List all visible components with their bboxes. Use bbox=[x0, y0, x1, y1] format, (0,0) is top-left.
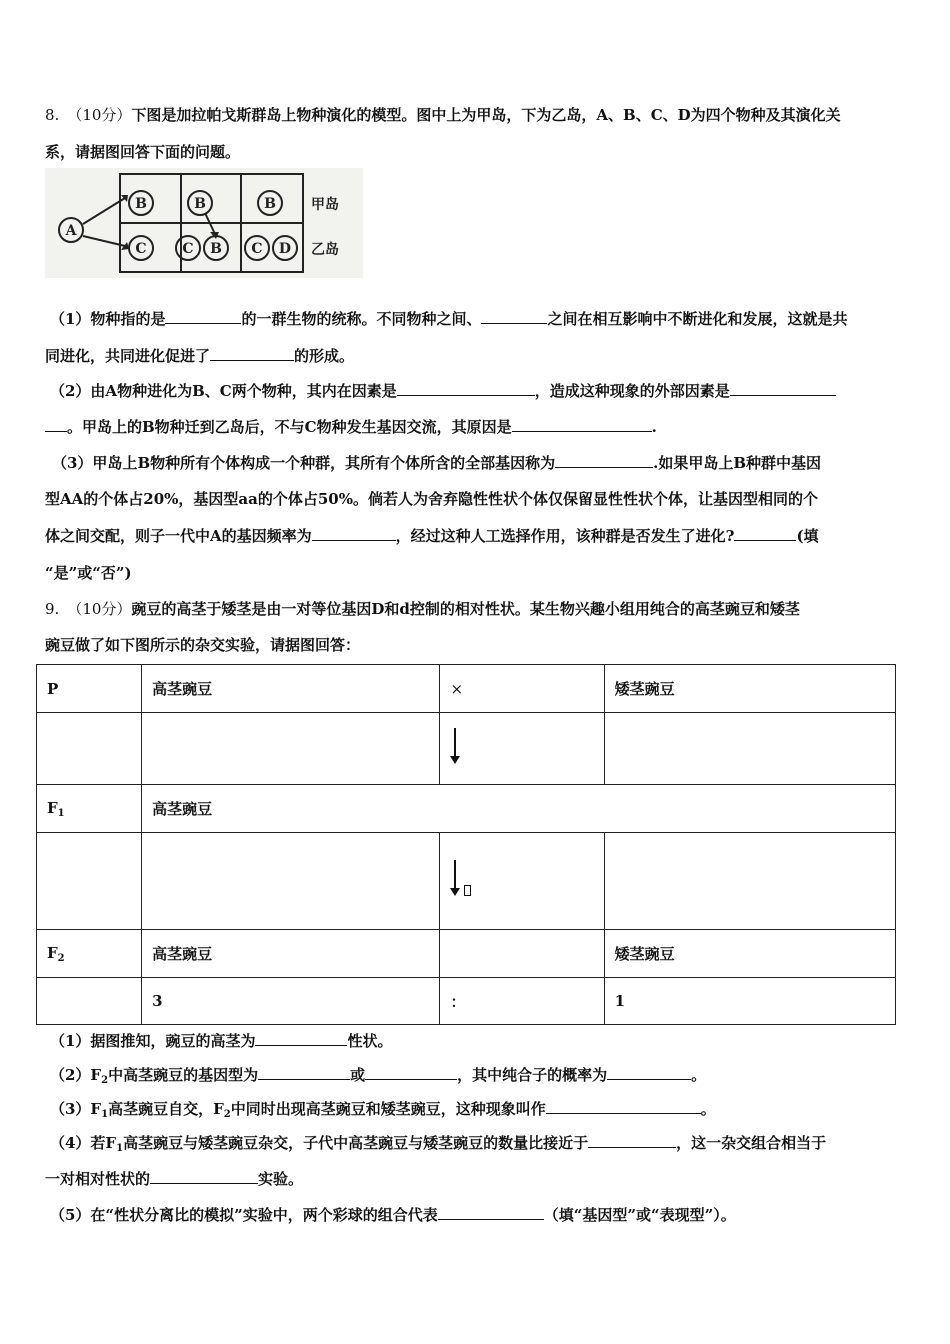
arrow2-empty-3 bbox=[604, 833, 895, 930]
diagram-label-top-3: B bbox=[264, 196, 276, 212]
ratio-empty bbox=[37, 978, 142, 1025]
q8-part1-line2 bbox=[45, 345, 354, 366]
q9-sub5 bbox=[50, 1204, 736, 1225]
cross-symbol-cell: × bbox=[440, 665, 604, 713]
f2-left-cell: 高茎豌豆 bbox=[142, 930, 440, 978]
q9-number: 9. bbox=[45, 600, 60, 618]
table-row-p bbox=[37, 665, 896, 713]
f1-value-cell: 高茎豌豆 bbox=[142, 785, 896, 833]
q9-s2-blank-2[interactable] bbox=[365, 1065, 457, 1080]
diagram-label-bottom-3a: C bbox=[251, 241, 263, 257]
q8-p3-blank-3[interactable] bbox=[734, 526, 796, 541]
q9-s5-text-b: （填“基因型”或“表现型”）。 bbox=[543, 1206, 736, 1224]
q8-p2-text-a: （2）由A物种进化为B、C两个物种，其内在因素是 bbox=[50, 382, 397, 400]
q9-s4-text-a: （4）若F bbox=[50, 1134, 117, 1152]
q8-p3-blank-2[interactable] bbox=[312, 526, 396, 541]
diagram-label-bottom-2b: B bbox=[210, 241, 222, 257]
q9-s2-text-b: 中高茎豌豆的基因型为 bbox=[108, 1066, 259, 1084]
table-row-f1 bbox=[37, 785, 896, 833]
diagram-label-top-1: B bbox=[135, 196, 147, 212]
f1-label: F bbox=[47, 798, 58, 817]
q9-s4-sub: 1 bbox=[116, 1143, 124, 1154]
q9-s2-text-a: （2）F bbox=[50, 1066, 102, 1084]
q8-p2-blank-2[interactable] bbox=[730, 381, 836, 396]
p-left-cell: 高茎豌豆 bbox=[142, 665, 440, 713]
q9-sub1 bbox=[50, 1030, 392, 1051]
q9-sub3 bbox=[50, 1098, 716, 1120]
q9-s4-text-d: 一对相对性状的 bbox=[45, 1170, 151, 1188]
q8-p1-text-e: 的形成。 bbox=[294, 347, 355, 365]
diagram-branch-bottom bbox=[83, 236, 125, 246]
diagram-branch-top bbox=[83, 198, 125, 224]
q8-p2-blank-1[interactable] bbox=[397, 381, 535, 396]
f2-middle-empty bbox=[440, 930, 604, 978]
diagram-label-bottom-3b: D bbox=[278, 241, 292, 257]
ratio-left-cell: 3 bbox=[142, 978, 440, 1025]
table-row-ratio bbox=[37, 978, 896, 1025]
q8-number: 8. bbox=[45, 106, 60, 124]
arrow2-empty-2 bbox=[142, 833, 440, 930]
q8-score: （10分） bbox=[67, 106, 132, 124]
speciation-diagram bbox=[45, 168, 363, 278]
q9-s3-sub1: 1 bbox=[101, 1109, 109, 1120]
f1-label-cell bbox=[37, 785, 142, 833]
table-row-arrow2 bbox=[37, 833, 896, 930]
diagram-label-bottom-1: C bbox=[135, 241, 147, 257]
arrow1-empty-1 bbox=[37, 713, 142, 785]
q8-p3-text-a: （3）甲岛上B物种所有个体构成一个种群，其所有个体所含的全部基因称为 bbox=[52, 454, 556, 472]
q8-p2-text-d: . bbox=[651, 418, 657, 436]
q9-s2-text-c: 或 bbox=[350, 1066, 366, 1084]
q9-s2-blank-1[interactable] bbox=[258, 1065, 350, 1080]
q9-s2-sub: 2 bbox=[101, 1075, 109, 1086]
p-right-cell: 矮茎豌豆 bbox=[604, 665, 895, 713]
q8-p3-text-d: 体之间交配，则子一代中A的基因频率为 bbox=[45, 527, 312, 545]
q9-stem-line1 bbox=[45, 598, 800, 619]
table-row-arrow1 bbox=[37, 713, 896, 785]
q9-s3-text-d: 。 bbox=[700, 1100, 716, 1118]
q8-p1-blank-2[interactable] bbox=[481, 309, 547, 324]
q8-part1-line1 bbox=[50, 308, 847, 329]
ratio-right-cell: 1 bbox=[604, 978, 895, 1025]
q9-s1-text-a: （1）据图推知，豌豆的高茎为 bbox=[50, 1032, 256, 1050]
q9-s3-text-a: （3）F bbox=[50, 1100, 102, 1118]
q9-s4-blank-2[interactable] bbox=[150, 1169, 258, 1184]
q9-sub4-line1 bbox=[50, 1132, 826, 1154]
q8-p3-text-f: (填 bbox=[796, 527, 819, 545]
f2-label: F bbox=[47, 943, 58, 962]
q8-part3-line4: “是”或“否”) bbox=[45, 564, 132, 582]
q8-p1-text-a: （1）物种指的是 bbox=[50, 310, 166, 328]
p-label-cell: P bbox=[37, 665, 142, 713]
speciation-diagram-svg bbox=[45, 168, 363, 278]
q9-stem-text1: 豌豆的高茎于矮茎是由一对等位基因D和d控制的相对性状。某生物兴趣小组用纯合的高茎豌豆和矮茎 bbox=[131, 600, 800, 618]
q8-stem-text1: 下图是加拉帕戈斯群岛上物种演化的模型。图中上为甲岛，下为乙岛，A、B、C、D为四个物种及其演化关 bbox=[131, 106, 841, 124]
q8-stem-line2: 系，请据图回答下面的问题。 bbox=[45, 143, 241, 161]
arrow1-empty-3 bbox=[604, 713, 895, 785]
q9-score: （10分） bbox=[67, 600, 132, 618]
ratio-sep-cell: ： bbox=[440, 978, 604, 1025]
q9-s4-blank-1[interactable] bbox=[588, 1133, 676, 1148]
cross-experiment-table bbox=[36, 664, 896, 1025]
q9-sub2 bbox=[50, 1064, 706, 1086]
q8-p2-text-c: 。甲岛上的B物种迁到乙岛后，不与C物种发生基因交流，其原因是 bbox=[67, 418, 512, 436]
q8-p1-blank-1[interactable] bbox=[165, 309, 241, 324]
q8-p3-text-e: ，经过这种人工选择作用，该种群是否发生了进化? bbox=[395, 527, 735, 545]
f2-right-cell: 矮茎豌豆 bbox=[604, 930, 895, 978]
q9-s2-text-d: ，其中纯合子的概率为 bbox=[457, 1066, 608, 1084]
q8-part3-line2: 型AA的个体占20%，基因型aa的个体占50%。倘若人为舍弃隐性性状个体仅保留显性性状个体，让基因型相同的个 bbox=[45, 490, 818, 508]
q8-p2-blank-2-cont[interactable] bbox=[45, 417, 67, 432]
arrow1-empty-2 bbox=[142, 713, 440, 785]
q8-part2-line1 bbox=[50, 380, 836, 401]
q9-s4-text-e: 实验。 bbox=[258, 1170, 304, 1188]
f1-sub: 1 bbox=[57, 807, 65, 819]
diagram-label-a: A bbox=[65, 223, 77, 239]
missing-glyph-icon bbox=[464, 885, 471, 896]
arrow2-cell bbox=[440, 833, 604, 930]
f2-sub: 2 bbox=[57, 952, 65, 964]
diagram-island-bottom-label: 乙岛 bbox=[311, 242, 339, 258]
q8-stem-line1 bbox=[45, 104, 841, 125]
q9-s4-text-b: 高茎豌豆与矮茎豌豆杂交，子代中高茎豌豆与矮茎豌豆的数量比接近于 bbox=[123, 1134, 589, 1152]
q8-p2-text-b: ，造成这种现象的外部因素是 bbox=[534, 382, 730, 400]
q9-s3-text-c: 中同时出现高茎豌豆和矮茎豌豆，这种现象叫作 bbox=[230, 1100, 546, 1118]
q9-s4-text-c: ，这一杂交组合相当于 bbox=[676, 1134, 827, 1152]
q8-p1-blank-3[interactable] bbox=[210, 346, 294, 361]
down-arrow-icon bbox=[450, 728, 460, 766]
arrow2-empty-1 bbox=[37, 833, 142, 930]
q8-p3-text-b: .如果甲岛上B种群中基因 bbox=[653, 454, 822, 472]
q8-p1-text-d: 同进化，共同进化促进了 bbox=[45, 347, 211, 365]
q9-s3-blank[interactable] bbox=[546, 1099, 701, 1114]
q8-part3-line3 bbox=[45, 525, 819, 546]
diagram-island-top-label: 甲岛 bbox=[311, 197, 339, 213]
q9-s1-text-b: 性状。 bbox=[347, 1032, 393, 1050]
q9-sub4-line2 bbox=[45, 1168, 303, 1189]
q9-s3-sub2: 2 bbox=[223, 1109, 231, 1120]
diagram-label-top-2: B bbox=[194, 196, 206, 212]
diagram-label-bottom-2a: C bbox=[182, 241, 194, 257]
q9-s1-blank[interactable] bbox=[255, 1031, 347, 1046]
f2-label-cell bbox=[37, 930, 142, 978]
q9-s3-text-b: 高茎豌豆自交，F bbox=[108, 1100, 224, 1118]
q9-s5-text-a: （5）在“性状分离比的模拟”实验中，两个彩球的组合代表 bbox=[50, 1206, 438, 1224]
q9-s5-blank[interactable] bbox=[438, 1205, 544, 1220]
q8-p3-blank-1[interactable] bbox=[555, 453, 653, 468]
arrow1-cell bbox=[440, 713, 604, 785]
q9-stem-line2: 豌豆做了如下图所示的杂交实验，请据图回答： bbox=[45, 636, 361, 654]
q8-part3-line1 bbox=[52, 452, 821, 473]
q8-p2-blank-3[interactable] bbox=[512, 417, 652, 432]
q9-s2-blank-3[interactable] bbox=[607, 1065, 691, 1080]
q8-part2-line2 bbox=[45, 416, 657, 437]
q8-p1-text-b: 的一群生物的统称。不同物种之间、 bbox=[241, 310, 482, 328]
q8-p1-text-c: 之间在相互影响中不断进化和发展，这就是共 bbox=[547, 310, 848, 328]
table-row-f2 bbox=[37, 930, 896, 978]
q9-s2-text-e: 。 bbox=[691, 1066, 707, 1084]
down-arrow-icon bbox=[450, 860, 460, 898]
